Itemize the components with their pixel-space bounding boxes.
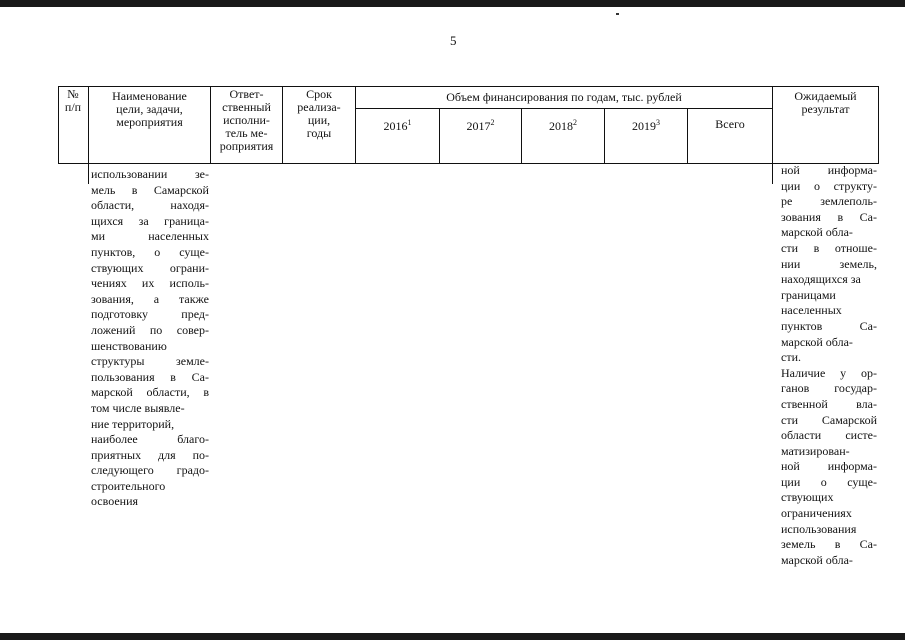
text-line: наиболее благо-	[91, 432, 209, 447]
scan-top-border	[0, 0, 905, 7]
text-line: ции о суще-	[781, 474, 877, 489]
text-line: освоения	[91, 494, 139, 509]
text-line: области, находя-	[91, 198, 209, 213]
text-line: ной информа-	[781, 163, 877, 177]
text-line: зования, а также	[91, 291, 209, 306]
text-line: находящихся за	[781, 272, 861, 287]
text-line: чениях их исполь-	[91, 276, 209, 291]
text-line: сти Самарской	[781, 412, 877, 427]
text-line: ной информа-	[781, 459, 877, 474]
text-line: ствующих ограни-	[91, 260, 209, 275]
page-number: 5	[450, 33, 457, 48]
header-total: Всего	[715, 117, 745, 131]
text-line: марской области, в	[91, 385, 209, 400]
text-line: ции о структу-	[781, 178, 877, 193]
header-term: Срок реализа- ции, годы	[297, 87, 341, 140]
text-line: ственной вла-	[781, 396, 877, 411]
text-line: Наличие у ор-	[781, 365, 877, 380]
text-line: сти в отноше-	[781, 240, 877, 255]
scan-speck	[616, 13, 619, 15]
text-line: марской обла-	[781, 552, 853, 567]
name-column-text	[91, 167, 209, 510]
text-line: ние территорий,	[91, 416, 175, 431]
header-result: Ожидаемый результат	[794, 89, 857, 116]
header-year-2016: 2016$^1$	[383, 118, 412, 133]
text-line: пунктов, о суще-	[91, 244, 209, 259]
header-year-2017: 2017$^2$	[466, 118, 495, 133]
text-line: ложений по совер-	[91, 322, 209, 337]
text-line: ре землеполь-	[781, 194, 877, 209]
text-line: матизирован-	[781, 443, 850, 458]
text-line: зования в Са-	[781, 209, 877, 224]
text-line: строительного	[91, 478, 166, 493]
text-line: области систе-	[781, 428, 877, 443]
text-line: мель в Самарской	[91, 182, 209, 197]
text-line: следующего градо-	[91, 463, 209, 478]
text-line: подготовку пред-	[91, 307, 209, 322]
text-line: пользования в Са-	[91, 369, 209, 384]
text-line: ограничениях	[781, 506, 852, 521]
result-column-text	[781, 163, 877, 568]
text-line: границами	[781, 287, 836, 302]
text-line: сти.	[781, 350, 801, 365]
text-line: структуры земле-	[91, 354, 209, 369]
text-line: использования	[781, 521, 857, 536]
text-line: земель в Са-	[781, 537, 877, 552]
text-line: щихся за граница-	[91, 213, 209, 228]
text-line: шенствованию	[91, 338, 167, 353]
text-line: приятных для по-	[91, 447, 209, 462]
text-line: марской обла-	[781, 334, 853, 349]
text-line: том числе выявле-	[91, 400, 185, 415]
header-year-2019: 2019$^3$	[632, 118, 660, 133]
text-line: населенных	[781, 303, 842, 318]
header-responsible: Ответ- ственный исполни- тель ме- роприятия	[219, 87, 274, 153]
header-name: Наименование цели, задачи, мероприятия	[112, 89, 187, 129]
text-line: ми населенных	[91, 229, 209, 244]
scan-bottom-border	[0, 633, 905, 640]
header-year-2018: 2018$^2$	[549, 118, 577, 133]
header-number: № п/п	[64, 87, 82, 114]
text-line: ствующих	[781, 490, 834, 505]
header-funding: Объем финансирования по годам, тыс. рублей	[446, 90, 682, 104]
text-line: использовании зе-	[91, 167, 209, 181]
text-line: ганов государ-	[781, 381, 877, 396]
text-line: марской обла-	[781, 225, 853, 240]
text-line: пунктов Са-	[781, 318, 877, 333]
text-line: нии земель,	[781, 256, 877, 271]
